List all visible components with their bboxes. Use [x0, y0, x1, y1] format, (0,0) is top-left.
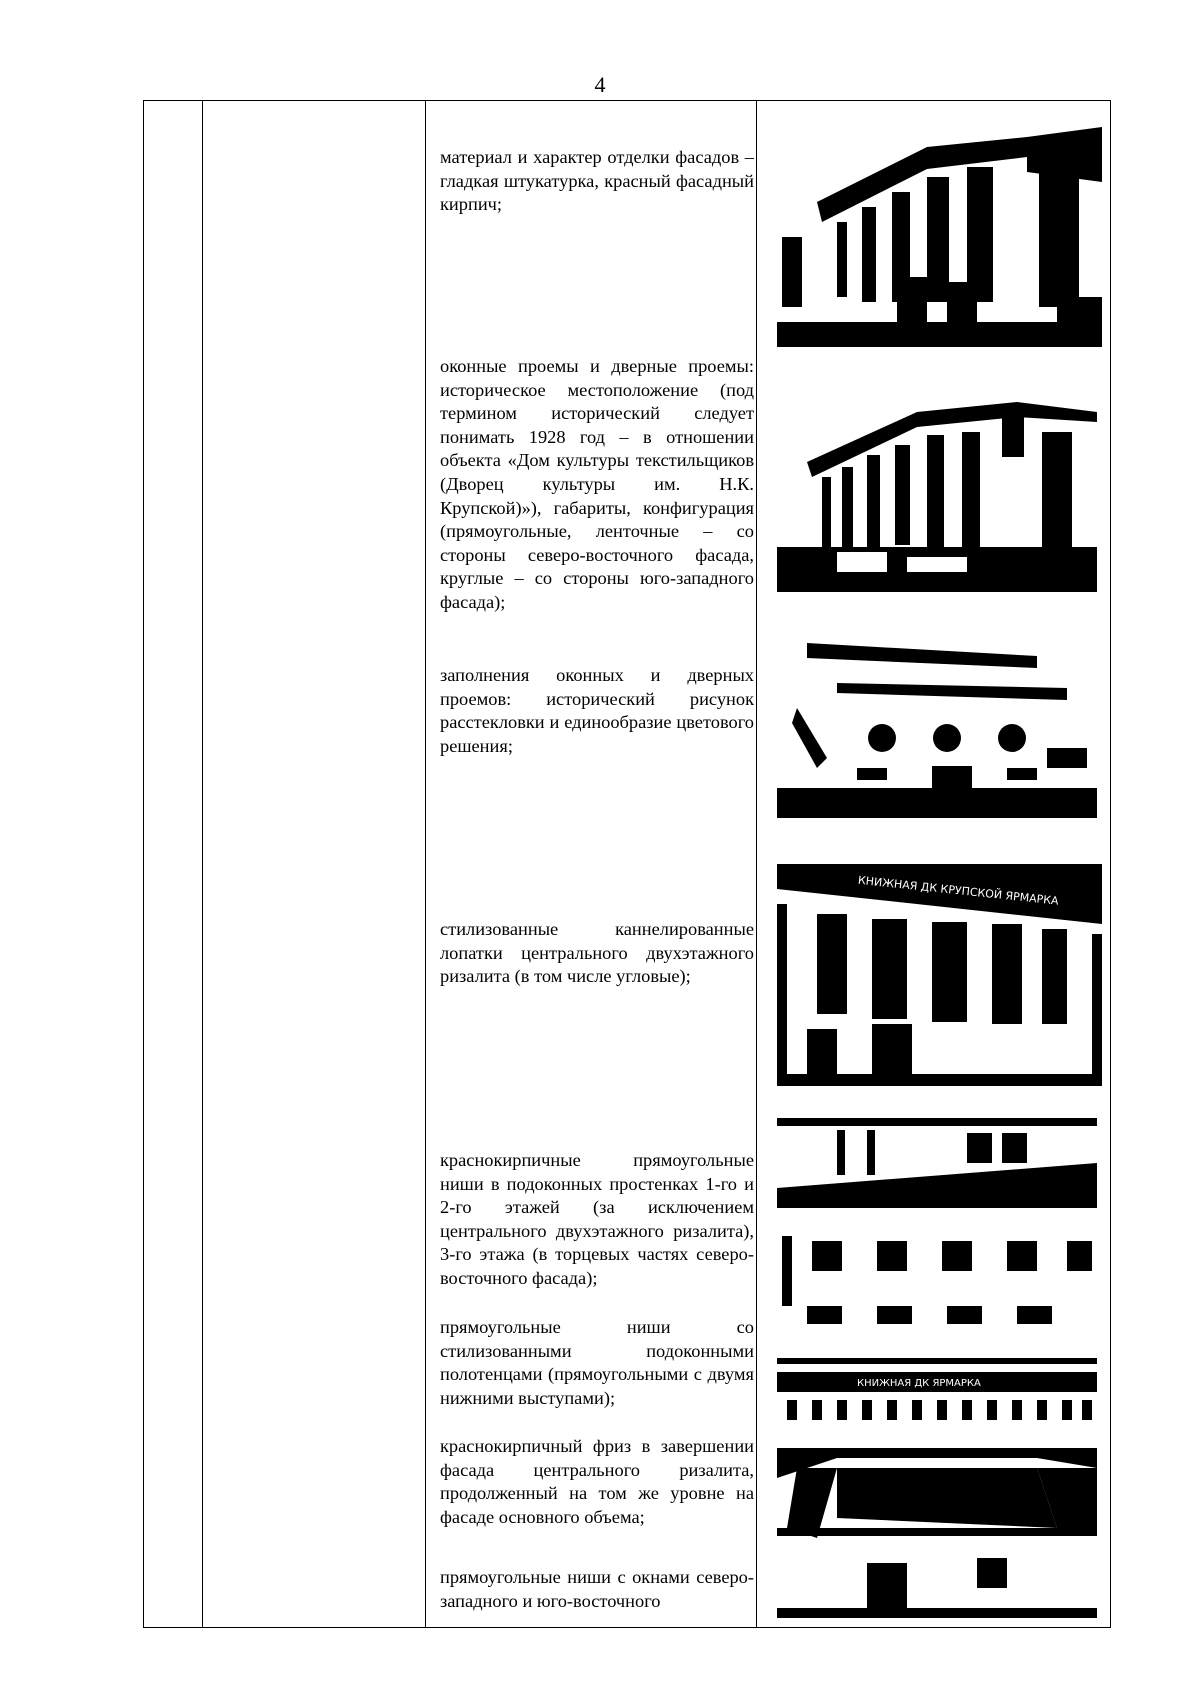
signage-text: КНИЖНАЯ ДК ЯРМАРКА	[857, 1378, 981, 1389]
signage-text: КНИЖНАЯ ДК КРУПСКОЙ ЯРМАРКА	[857, 873, 1060, 908]
table-cell-description: материал и характер отделки фасадов – гладкая штукатурка, красный фасадный кирпич;	[440, 147, 754, 215]
table-cell-description: прямоугольные ниши с окнами северо-западного и юго-восточного	[440, 1567, 754, 1611]
parapet-frieze-photo	[777, 1448, 1097, 1618]
table-cell-description: заполнения оконных и дверных проемов: исторический рисунок расстекловки и единообразие цветового решения;	[440, 665, 754, 756]
building-corner-photo	[777, 377, 1097, 592]
window-niches-photo	[777, 1236, 1097, 1324]
column-divider	[202, 101, 203, 1627]
page-number: 4	[594, 72, 606, 97]
table-cell-description: краснокирпичные прямоугольные ниши в подоконных простенках 1-го и 2-го этажей (за исключением центрального двухэтажного ризалита), 3-го этажа (в торцевых частях северо-восточного фасада);	[440, 1150, 754, 1288]
column-divider	[425, 101, 426, 1627]
round-windows-photo	[777, 628, 1097, 833]
facade-frieze-photo	[777, 1358, 1097, 1423]
upper-windows-photo	[777, 1118, 1097, 1208]
table-cell-description: стилизованные каннелированные лопатки центрального двухэтажного ризалита (в том числе угловые);	[440, 919, 754, 987]
table-cell-description: краснокирпичный фриз в завершении фасада центрального ризалита, продолженный на том же уровне на фасаде основного объема;	[440, 1436, 754, 1527]
table-cell-description: прямоугольные ниши со стилизованными подоконными полотенцами (прямоугольными с двумя нижними выступами);	[440, 1317, 754, 1408]
building-facade-photo	[777, 127, 1102, 347]
table-cell-description: оконные проемы и дверные проемы: историческое местоположение (под термином исторический следует понимать 1928 год – в отношении объекта «Дом культуры текстильщиков (Дворец культуры им. Н.К. Крупской)»), габариты, конфигурация (прямоугольные, ленточные – со стороны северо-восточного фасада, круглые – со стороны юго-западного фасада);	[440, 356, 754, 612]
column-divider	[756, 101, 757, 1627]
facade-signage-photo	[777, 864, 1102, 1086]
